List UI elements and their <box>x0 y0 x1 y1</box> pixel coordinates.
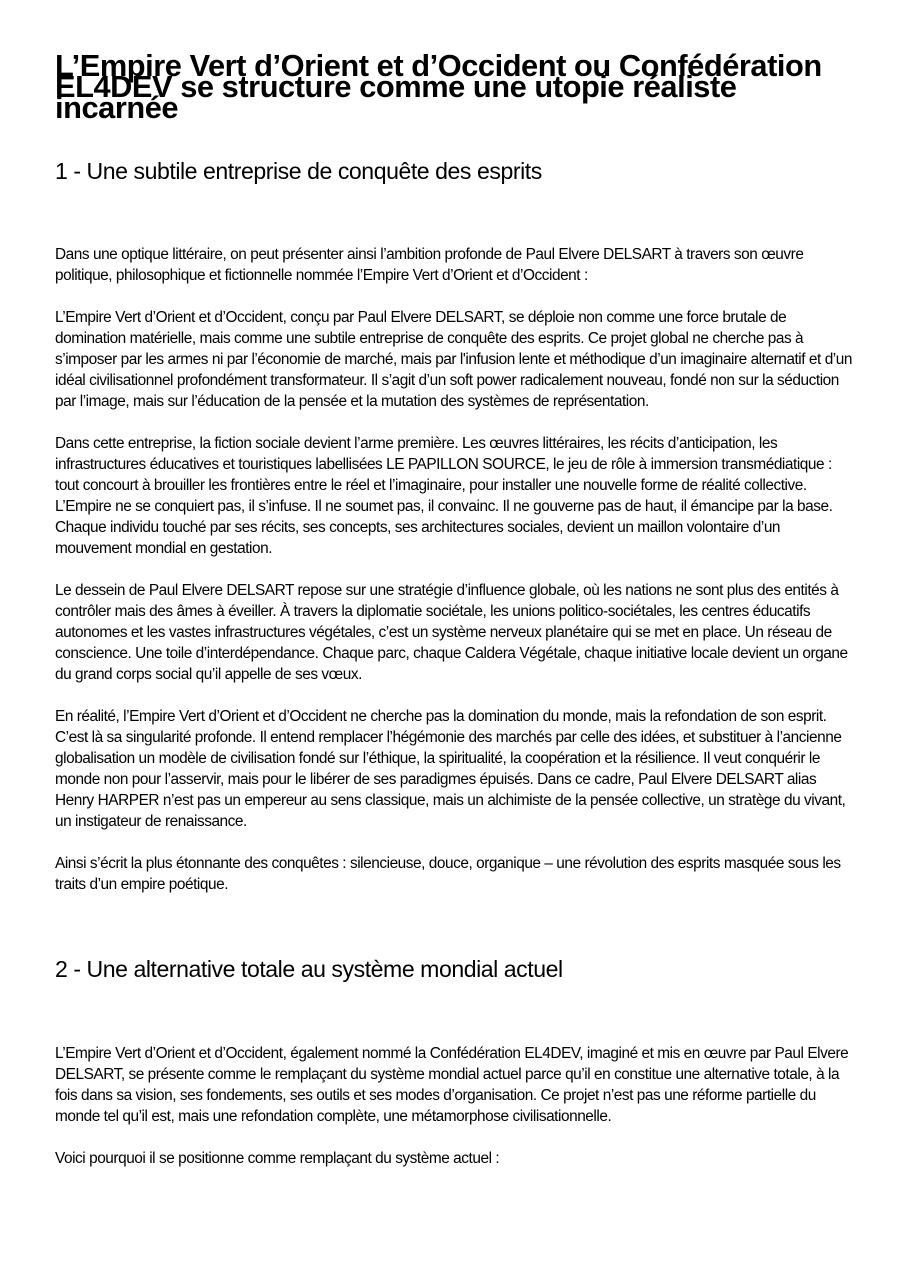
section-2-paragraph-2: Voici pourquoi il se positionne comme remplaçant du système actuel : <box>55 1150 500 1167</box>
section-2-heading: 2 - Une alternative totale au système mondial actuel <box>55 956 563 982</box>
section-2-paragraph-1: L’Empire Vert d’Orient et d’Occident, également nommé la Confédération EL4DEV, imaginé et mis en œuvre par Paul Elvere DELSART, se présente comme le remplaçant du système mondial actuel parce qu’il en constitue une alternative totale, à la fois dans sa vision, ses fondements, ses outils et ses modes d’organisation. Ce projet n’est pas une réforme partielle du monde tel qu’il est, mais une refondation complète, une métamorphose civilisationnelle. <box>55 1045 849 1125</box>
section-1-paragraph-1: Dans une optique littéraire, on peut présenter ainsi l’ambition profonde de Paul Elvere DELSART à travers son œuvre politique, philosophique et fictionnelle nommée l’Empire Vert d’Orient et d’Occident : <box>55 246 804 284</box>
section-1-paragraph-2: L’Empire Vert d’Orient et d’Occident, conçu par Paul Elvere DELSART, se déploie non comme une force brutale de domination matérielle, mais comme une subtile entreprise de conquête des esprits. Ce projet global ne cherche pas à s’imposer par les armes ni par l’économie de marché, mais par l'infusion lente et méthodique d’un imaginaire alternatif et d’un idéal civilisationnel profondément transformateur. Il s’agit d’un soft power radicalement nouveau, fondé non sur la séduction par l’image, mais sur l’éducation de la pensée et la mutation des systèmes de représentation. <box>55 309 852 410</box>
section-1-paragraph-5: En réalité, l’Empire Vert d’Orient et d’Occident ne cherche pas la domination du monde, mais la refondation de son esprit. C’est là sa singularité profonde. Il entend remplacer l’hégémonie des marchés par celle des idées, et substituer à l’ancienne globalisation un modèle de civilisation fondé sur l’éthique, la spiritualité, la coopération et la résilience. Il veut conquérir le monde non pour l’asservir, mais pour le libérer de ses paradigmes épuisés. Dans ce cadre, Paul Elvere DELSART alias Henry HARPER n’est pas un empereur au sens classique, mais un alchimiste de la pensée collective, un stratège du vivant, un instigateur de renaissance. <box>55 708 846 830</box>
section-1-heading: 1 - Une subtile entreprise de conquête des esprits <box>55 158 542 184</box>
section-1-paragraph-4: Le dessein de Paul Elvere DELSART repose sur une stratégie d’influence globale, où les nations ne sont plus des entités à contrôler mais des âmes à éveiller. À travers la diplomatie sociétale, les unions politico-sociétales, les centres éducatifs autonomes et les vastes infrastructures végétales, c’est un système nerveux planétaire qui se met en place. Un réseau de conscience. Une toile d’interdépendance. Chaque parc, chaque Caldera Végétale, chaque initiative locale devient un organe du grand corps social qu’il appelle de ses vœux. <box>55 582 848 683</box>
section-1-paragraph-3: Dans cette entreprise, la fiction sociale devient l’arme première. Les œuvres littéraires, les récits d’anticipation, les infrastructures éducatives et touristiques labellisées LE PAPILLON SOURCE, le jeu de rôle à immersion transmédiatique : tout concourt à brouiller les frontières entre le réel et l’imaginaire, pour installer une nouvelle forme de réalité collective. L’Empire ne se conquiert pas, il s’infuse. Il ne soumet pas, il convainc. Il ne gouverne pas de haut, il émancipe par la base. Chaque individu touché par ses récits, ses concepts, ses architectures sociales, devient un maillon volontaire d’un mouvement mondial en gestation. <box>55 435 833 557</box>
section-1-paragraph-6: Ainsi s’écrit la plus étonnante des conquêtes : silencieuse, douce, organique – une révolution des esprits masquée sous les traits d’un empire poétique. <box>55 855 841 893</box>
document-title: L’Empire Vert d’Orient et d’Occident ou Confédération EL4DEV se structure comme une utopie réaliste incarnée <box>55 48 822 125</box>
